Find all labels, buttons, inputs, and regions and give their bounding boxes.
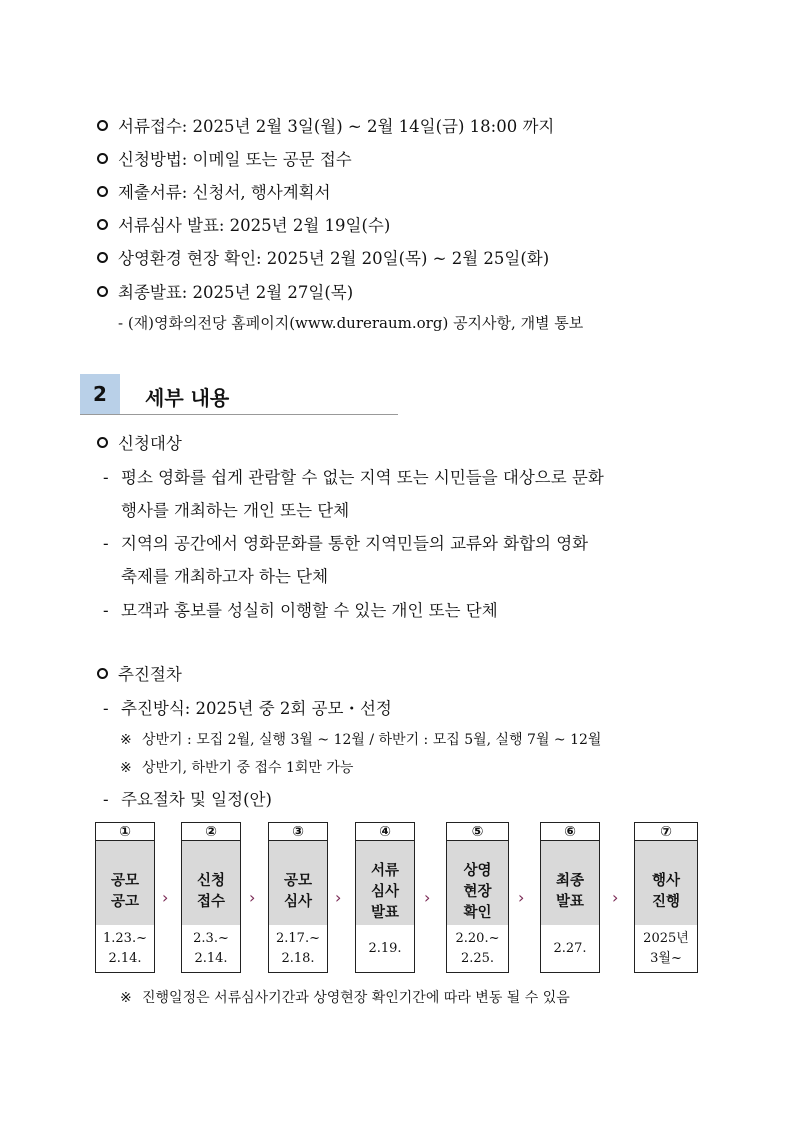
eligibility-item-line: 축제를 개최하고자 하는 단체 [121, 567, 329, 586]
section-number: 2 [80, 374, 120, 414]
step-label: 행사 진행 [634, 840, 698, 944]
circle-bullet-icon [97, 252, 108, 263]
schedule-item-text: 서류심사 발표: 2025년 2월 19일(수) [118, 216, 391, 235]
step-date: 2.3.~ 2.14. [181, 925, 241, 973]
procedure-heading-text: 추진절차 [118, 665, 182, 684]
schedule-item-text: 상영환경 현장 확인: 2025년 2월 20일(목) ~ 2월 25일(화) [118, 249, 550, 268]
dash-marker: - [103, 534, 109, 553]
procedure-note-text: 상반기, 하반기 중 접수 1회만 가능 [142, 760, 354, 776]
procedure-heading [97, 661, 182, 685]
eligibility-heading [97, 430, 182, 454]
schedule-item [97, 146, 352, 170]
reference-mark: ※ [120, 990, 132, 1006]
schedule-item-text: 최종발표: 2025년 2월 27일(목) [118, 283, 354, 302]
chevron-right-icon: › [518, 888, 525, 907]
announcement-note: - (재)영화의전당 홈페이지(www.dureraum.org) 공지사항, 개별 통보 [118, 314, 584, 332]
step-number: ② [181, 822, 241, 840]
reference-mark: ※ [120, 732, 132, 748]
step-label: 공모 공고 [95, 840, 155, 944]
eligibility-heading-text: 신청대상 [118, 434, 182, 453]
schedule-item-text: 제출서류: 신청서, 행사계획서 [118, 183, 331, 202]
schedule-item [97, 279, 353, 303]
circle-bullet-icon [97, 286, 108, 297]
step-label: 최종 발표 [540, 840, 600, 944]
step-date: 2.17.~ 2.18. [268, 925, 328, 973]
step-number: ⑦ [634, 822, 698, 840]
step-label: 공모 심사 [268, 840, 328, 944]
eligibility-item-line: 행사를 개최하는 개인 또는 단체 [121, 501, 350, 520]
procedure-note-text: 상반기 : 모집 2월, 실행 3월 ~ 12월 / 하반기 : 모집 5월, 실행 7월 ~ 12월 [142, 732, 602, 748]
schedule-item [97, 245, 549, 269]
circle-bullet-icon [97, 153, 108, 164]
step-number: ③ [268, 822, 328, 840]
schedule-item [97, 113, 554, 137]
chevron-right-icon: › [335, 888, 342, 907]
procedure-method [103, 695, 392, 719]
chevron-right-icon: › [424, 888, 431, 907]
procedure-method-text: 추진방식: 2025년 중 2회 공모・선정 [121, 699, 392, 718]
step-label: 서류 심사 발표 [355, 840, 415, 944]
reference-mark: ※ [120, 760, 132, 776]
dash-marker: - [103, 790, 109, 809]
dash-marker: - [103, 699, 109, 718]
dash-marker: - [103, 601, 109, 620]
schedule-item [97, 179, 331, 203]
circle-bullet-icon [97, 186, 108, 197]
schedule-item [97, 212, 390, 236]
section-title: 세부 내용 [145, 386, 230, 410]
step-date: 1.23.~ 2.14. [95, 925, 155, 973]
step-number: ① [95, 822, 155, 840]
procedure-note [120, 757, 353, 777]
section-divider [80, 414, 398, 415]
eligibility-item [103, 597, 498, 621]
eligibility-item-line: 모객과 홍보를 성실히 이행할 수 있는 개인 또는 단체 [121, 601, 498, 620]
chevron-right-icon: › [162, 888, 169, 907]
step-number: ④ [355, 822, 415, 840]
schedule-item-text: 신청방법: 이메일 또는 공문 접수 [118, 150, 352, 169]
schedule-footnote [120, 987, 570, 1007]
step-date: 2025년 3월~ [634, 925, 698, 973]
dash-marker: - [103, 468, 109, 487]
schedule-heading-text: 주요절차 및 일정(안) [121, 790, 272, 809]
step-number: ⑤ [446, 822, 509, 840]
procedure-note [120, 729, 601, 749]
circle-bullet-icon [97, 120, 108, 131]
schedule-heading [103, 786, 272, 810]
step-date: 2.19. [355, 925, 415, 973]
chevron-right-icon: › [612, 888, 619, 907]
eligibility-item-line: 평소 영화를 쉽게 관람할 수 없는 지역 또는 시민들을 대상으로 문화 [121, 468, 604, 487]
eligibility-item [103, 530, 588, 554]
eligibility-item-line: 지역의 공간에서 영화문화를 통한 지역민들의 교류와 화합의 영화 [121, 534, 589, 553]
step-label: 신청 접수 [181, 840, 241, 944]
circle-bullet-icon [97, 668, 108, 679]
step-label: 상영 현장 확인 [446, 840, 509, 944]
schedule-item-text: 서류접수: 2025년 2월 3일(월) ~ 2월 14일(금) 18:00 까지 [118, 117, 555, 136]
eligibility-item [103, 464, 604, 488]
chevron-right-icon: › [249, 888, 256, 907]
step-date: 2.20.~ 2.25. [446, 925, 509, 973]
step-number: ⑥ [540, 822, 600, 840]
schedule-footnote-text: 진행일정은 서류심사기간과 상영현장 확인기간에 따라 변동 될 수 있음 [142, 990, 570, 1006]
circle-bullet-icon [97, 219, 108, 230]
step-date: 2.27. [540, 925, 600, 973]
circle-bullet-icon [97, 437, 108, 448]
